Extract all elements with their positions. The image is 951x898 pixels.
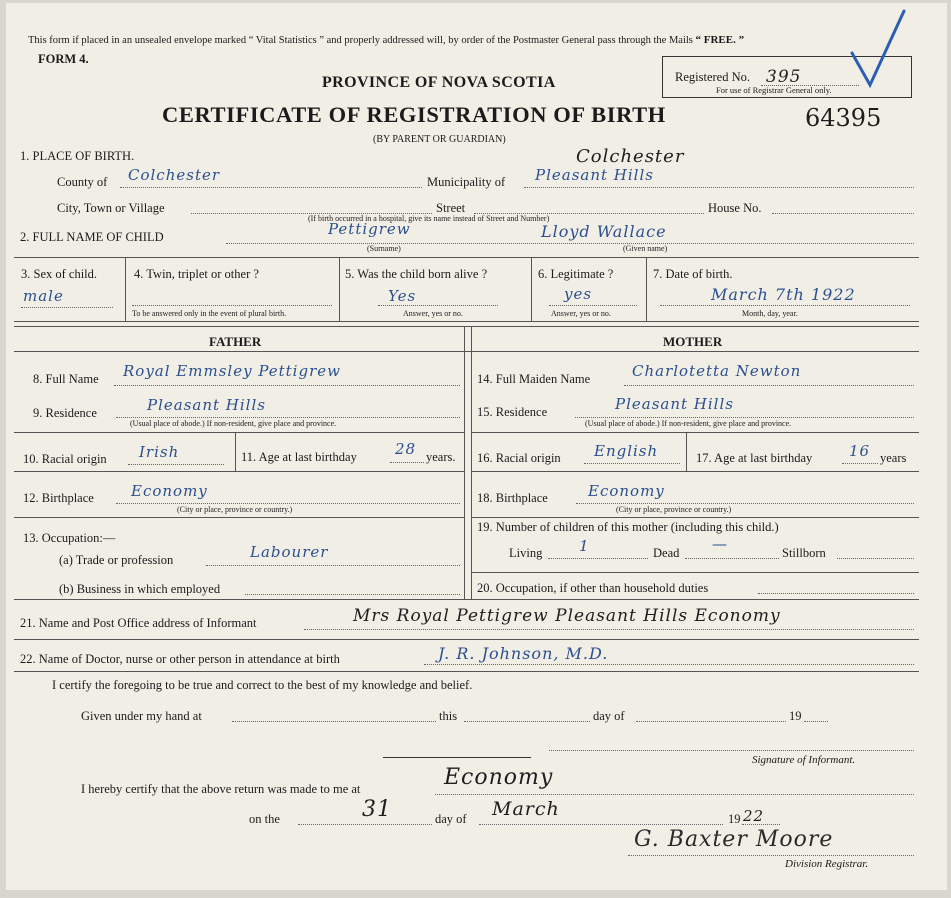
rule — [14, 517, 464, 518]
handwritten-file-number: 64395 — [805, 104, 882, 132]
registrar-year-line — [742, 824, 780, 825]
rule — [14, 326, 919, 327]
informant-value: Mrs Royal Pettigrew Pleasant Hills Economy — [353, 606, 781, 626]
registrar-day-of-label: day of — [435, 812, 467, 826]
father-birthplace-line — [116, 503, 460, 504]
rule — [14, 351, 919, 352]
registrar-signature-line — [628, 855, 914, 856]
given-note: (Given name) — [623, 244, 668, 253]
father-business-line — [245, 594, 460, 595]
registrar-month-value: March — [492, 798, 560, 820]
father-birthplace-value: Economy — [131, 482, 208, 500]
form-number: FORM 4. — [38, 52, 89, 66]
rule — [531, 257, 532, 321]
rule — [235, 432, 236, 471]
mother-residence-label: 15. Residence — [477, 405, 548, 419]
father-name-line — [114, 385, 460, 386]
registrar-statement: I hereby certify that the above return was made to me at — [81, 782, 361, 796]
mother-birthplace-note: (City or place, province or country.) — [616, 505, 732, 514]
mother-racial-line — [584, 463, 680, 464]
living-value: 1 — [579, 537, 590, 555]
year-prefix-label: 19 — [789, 709, 802, 723]
registered-number-label: Registered No. — [675, 70, 750, 84]
rule — [471, 471, 919, 472]
father-trade-line — [206, 565, 460, 566]
mother-name-label: 14. Full Maiden Name — [477, 372, 591, 386]
attendant-value: J. R. Johnson, M.D. — [438, 644, 609, 663]
registrar-signature: G. Baxter Moore — [634, 827, 834, 852]
check-mark-icon — [844, 7, 908, 91]
rule — [14, 639, 919, 640]
living-label: Living — [509, 546, 543, 560]
informant-signature-line — [549, 750, 914, 751]
registrar-place-value: Economy — [444, 765, 554, 790]
child-surname-value: Pettigrew — [328, 220, 411, 238]
father-age-value: 28 — [395, 440, 417, 458]
dead-value: — — [712, 535, 728, 553]
father-header: FATHER — [209, 334, 262, 349]
certify-statement: I certify the foregoing to be true and correct to the best of my knowledge and belief. — [52, 678, 473, 692]
mailing-notice-text: This form if placed in an unsealed envelope marked “ Vital Statistics ” and properly addressed will, by order of the Postmaster General pass through the Mails — [28, 35, 693, 46]
sex-label: 3. Sex of child. — [21, 267, 98, 281]
father-birthplace-note: (City or place, province or country.) — [177, 505, 293, 514]
father-occupation-label: 13. Occupation:— — [23, 531, 116, 545]
registrar-year-value: 22 — [743, 807, 765, 825]
registrar-month-line — [479, 824, 723, 825]
mother-residence-line — [575, 417, 914, 418]
legitimate-label: 6. Legitimate ? — [538, 267, 614, 281]
informant-line — [304, 629, 914, 630]
rule — [471, 572, 919, 573]
legitimate-line — [549, 305, 637, 306]
mailing-notice — [28, 34, 744, 46]
father-racial-line — [128, 464, 224, 465]
rule — [339, 257, 340, 321]
sex-value: male — [23, 287, 64, 305]
dead-label: Dead — [653, 546, 680, 560]
separator-line — [383, 757, 531, 758]
municipality-annotation: Colchester — [576, 146, 685, 167]
father-birthplace-label: 12. Birthplace — [23, 491, 94, 505]
living-line — [548, 558, 648, 559]
father-business-label: (b) Business in which employed — [59, 582, 221, 596]
rule — [14, 471, 464, 472]
mother-age-label: 17. Age at last birthday — [696, 451, 813, 465]
mother-age-value: 16 — [849, 442, 871, 460]
father-age-label: 11. Age at last birthday — [241, 450, 357, 464]
mother-header: MOTHER — [663, 334, 723, 349]
city-label: City, Town or Village — [57, 201, 165, 215]
informant-label: 21. Name and Post Office address of Informant — [20, 616, 257, 630]
house-line — [772, 213, 914, 214]
born-alive-label: 5. Was the child born alive ? — [345, 267, 488, 281]
rule — [125, 257, 126, 321]
legitimate-value: yes — [564, 285, 593, 303]
registrar-title: Division Registrar. — [785, 858, 869, 870]
dead-line — [685, 558, 779, 559]
informant-signature-caption: Signature of Informant. — [752, 754, 856, 766]
mother-racial-label: 16. Racial origin — [477, 451, 561, 465]
mother-name-line — [624, 385, 914, 386]
rule — [686, 432, 687, 471]
birth-certificate — [6, 3, 947, 890]
municipality-label: Municipality of — [427, 175, 506, 189]
registered-number-value: 395 — [766, 67, 802, 87]
on-the-label: on the — [249, 812, 280, 826]
mother-birthplace-label: 18. Birthplace — [477, 491, 548, 505]
stillborn-label: Stillborn — [782, 546, 826, 560]
hospital-note: (If birth occurred in a hospital, give its name instead of Street and Number) — [308, 214, 550, 223]
father-trade-value: Labourer — [250, 543, 329, 561]
registrar-year-prefix: 19 — [728, 812, 741, 826]
father-name-label: 8. Full Name — [33, 372, 99, 386]
province-heading: PROVINCE OF NOVA SCOTIA — [322, 74, 556, 91]
county-line — [120, 187, 422, 188]
father-residence-note: (Usual place of abode.) If non-resident, give place and province. — [130, 419, 337, 428]
twin-label: 4. Twin, triplet or other ? — [134, 267, 259, 281]
mother-residence-value: Pleasant Hills — [615, 395, 734, 413]
father-residence-line — [116, 417, 460, 418]
mother-age-line — [842, 463, 878, 464]
father-residence-label: 9. Residence — [33, 406, 97, 420]
rule — [14, 599, 919, 600]
born-alive-value: Yes — [388, 287, 417, 305]
rule — [471, 517, 919, 518]
child-given-value: Lloyd Wallace — [541, 222, 667, 241]
house-label: House No. — [708, 201, 762, 215]
father-age-line — [390, 462, 424, 463]
certificate-subtitle: (BY PARENT OR GUARDIAN) — [373, 134, 506, 145]
rule — [14, 432, 464, 433]
registrar-day-line — [298, 824, 432, 825]
registrar-place-line — [435, 794, 914, 795]
place-of-birth-label: 1. PLACE OF BIRTH. — [20, 149, 135, 163]
child-name-label: 2. FULL NAME OF CHILD — [20, 230, 164, 244]
this-day-line — [464, 721, 590, 722]
mother-years-label: years — [880, 451, 907, 465]
father-years-label: years. — [426, 450, 456, 464]
registrar-day-value: 31 — [362, 797, 392, 822]
date-of-birth-label: 7. Date of birth. — [653, 267, 733, 281]
rule — [471, 432, 919, 433]
father-racial-value: Irish — [139, 443, 180, 461]
parents-divider — [471, 326, 472, 599]
this-label: this — [439, 709, 458, 723]
mother-name-value: Charlotetta Newton — [632, 362, 802, 380]
father-name-value: Royal Emmsley Pettigrew — [123, 362, 341, 380]
date-of-birth-value: March 7th 1922 — [711, 285, 856, 304]
county-value: Colchester — [128, 166, 221, 184]
mother-birthplace-value: Economy — [588, 482, 665, 500]
stillborn-line — [837, 558, 914, 559]
rule — [14, 671, 919, 672]
year-line — [804, 721, 828, 722]
given-place-line — [232, 721, 436, 722]
born-alive-note: Answer, yes or no. — [403, 309, 463, 318]
sex-line — [21, 307, 113, 308]
month-line — [636, 721, 786, 722]
mother-birthplace-line — [576, 503, 914, 504]
attendant-label: 22. Name of Doctor, nurse or other person in attendance at birth — [20, 652, 340, 666]
twin-note: To be answered only in the event of plural birth. — [132, 309, 287, 318]
father-racial-label: 10. Racial origin — [23, 452, 107, 466]
county-label: County of — [57, 175, 108, 189]
rule — [646, 257, 647, 321]
attendant-line — [424, 664, 914, 665]
day-of-label: day of — [593, 709, 625, 723]
mother-occupation-label: 20. Occupation, if other than household duties — [477, 581, 709, 595]
date-of-birth-line — [660, 305, 910, 306]
father-trade-label: (a) Trade or profession — [59, 553, 174, 567]
date-of-birth-note: Month, day, year. — [742, 309, 798, 318]
rule — [14, 321, 919, 322]
mother-residence-note: (Usual place of abode.) If non-resident, give place and province. — [585, 419, 792, 428]
free-label: “ FREE. ” — [695, 34, 745, 46]
mother-racial-value: English — [594, 442, 659, 460]
given-under-hand-label: Given under my hand at — [81, 709, 202, 723]
municipality-line — [524, 187, 914, 188]
child-name-line — [226, 243, 914, 244]
registered-note: For use of Registrar General only. — [716, 85, 832, 95]
municipality-value: Pleasant Hills — [535, 166, 654, 184]
legitimate-note: Answer, yes or no. — [551, 309, 611, 318]
twin-line — [132, 305, 332, 306]
rule — [14, 257, 919, 258]
certificate-title: CERTIFICATE OF REGISTRATION OF BIRTH — [162, 102, 666, 127]
born-alive-line — [378, 305, 498, 306]
street-label: Street — [436, 201, 466, 215]
surname-note: (Surname) — [367, 244, 401, 253]
mother-occupation-line — [758, 593, 914, 594]
mother-children-label: 19. Number of children of this mother (including this child.) — [477, 520, 779, 534]
parents-divider — [464, 326, 465, 599]
father-residence-value: Pleasant Hills — [147, 396, 266, 414]
